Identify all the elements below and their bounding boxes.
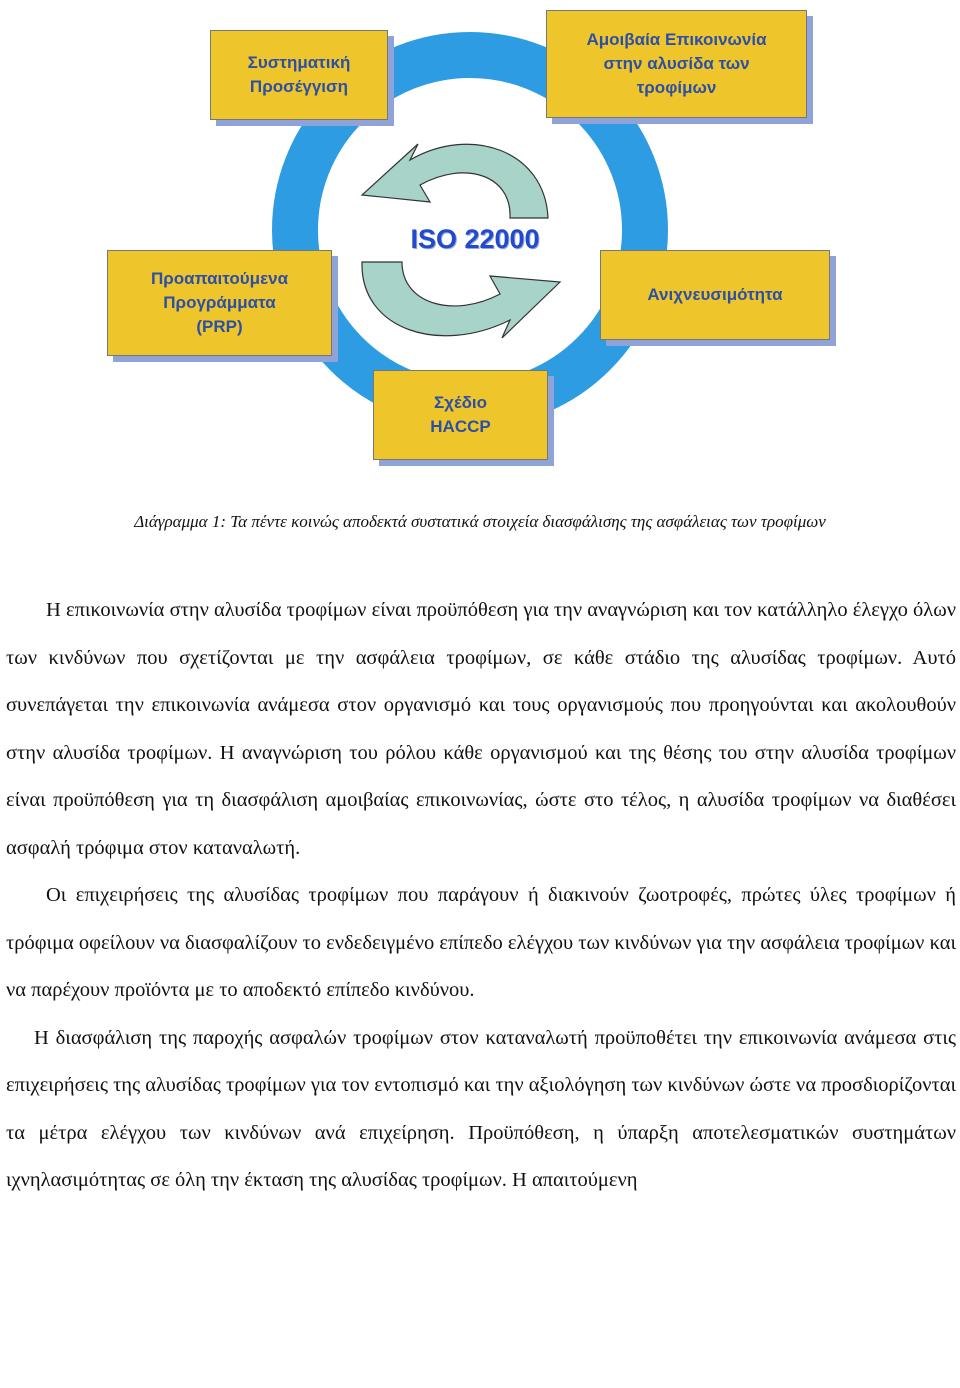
paragraph-1: Η επικοινωνία στην αλυσίδα τροφίμων είναι προϋπόθεση για την αναγνώριση και τον κατάλληλο έλεγχο όλων των κινδύνων που σχετίζονται με την ασφάλεια τροφίμων, σε κάθε στάδιο της αλυσίδας τροφίμων. Αυτό συνεπάγεται την επικοινωνία ανάμεσα στον οργανισμό και τους οργανισμούς που προηγούνται και ακολουθούν στην αλυσίδα τροφίμων. Η αναγνώριση του ρόλου κάθε οργανισμού και της θέσης του στην αλυσίδα τροφίμων είναι προϋπόθεση για τη διασφάλιση αμοιβαίας επικοινωνίας, ώστε στο τέλος, η αλυσίδα τροφίμων να διαθέσει ασφαλή τρόφιμα στον καταναλωτή. (6, 599, 956, 859)
box-traceability-label: Ανιχνευσιμότητα (647, 285, 783, 304)
paragraph-3: Η διασφάλιση της παροχής ασφαλών τροφίμων στον καταναλωτή προϋποθέτει την επικοινωνία ανάμεσα στις επιχειρήσεις της αλυσίδας τροφίμων για τον εντοπισμό και την αξιολόγηση των κινδύνων ώστε να προσδιορίζονται τα μέτρα ελέγχου των κινδύνων ανά επιχείρηση. Προϋπόθεση, η ύπαρξη αποτελεσματικών συστημάτων ιχνηλασιμότητας σε όλη την έκταση της αλυσίδας τροφίμων. Η απαιτούμενη (6, 1026, 956, 1191)
box-prerequisite-programs (107, 250, 332, 356)
diagram-caption: Διάγραμμα 1: Τα πέντε κοινώς αποδεκτά συστατικά στοιχεία διασφάλισης της ασφάλειας των τροφίμων (134, 512, 826, 531)
cycle-arrow-bottom (362, 262, 560, 338)
box-haccp-plan (373, 370, 548, 460)
cycle-arrow-top (362, 144, 548, 218)
paragraph-2: Οι επιχειρήσεις της αλυσίδας τροφίμων που παράγουν ή διακινούν ζωοτροφές, πρώτες ύλες τροφίμων ή τρόφιμα οφείλουν να διασφαλίζουν το ενδεδειγμένο επίπεδο ελέγχου των κινδύνων για την ασφάλεια τροφίμων και να παρέχουν προϊόντα με το αποδεκτό επίπεδο κινδύνου. (6, 884, 956, 1001)
body-text (6, 587, 956, 1205)
box-mutual-communication-label: Αμοιβαία Επικοινωνία στην αλυσίδα των τροφίμων (586, 30, 767, 97)
iso-22000-label: ISO 22000 (410, 224, 540, 254)
box-systemic-approach-label: Συστηματική Προσέγγιση (247, 53, 351, 96)
box-systemic-approach (210, 30, 388, 120)
box-prerequisite-programs-label: Προαπαιτούμενα Προγράμματα (PRP) (150, 269, 289, 336)
iso-22000-diagram (0, 0, 960, 480)
box-mutual-communication (546, 10, 807, 118)
box-traceability (600, 250, 830, 340)
box-haccp-plan-label: Σχέδιο HACCP (430, 393, 491, 436)
